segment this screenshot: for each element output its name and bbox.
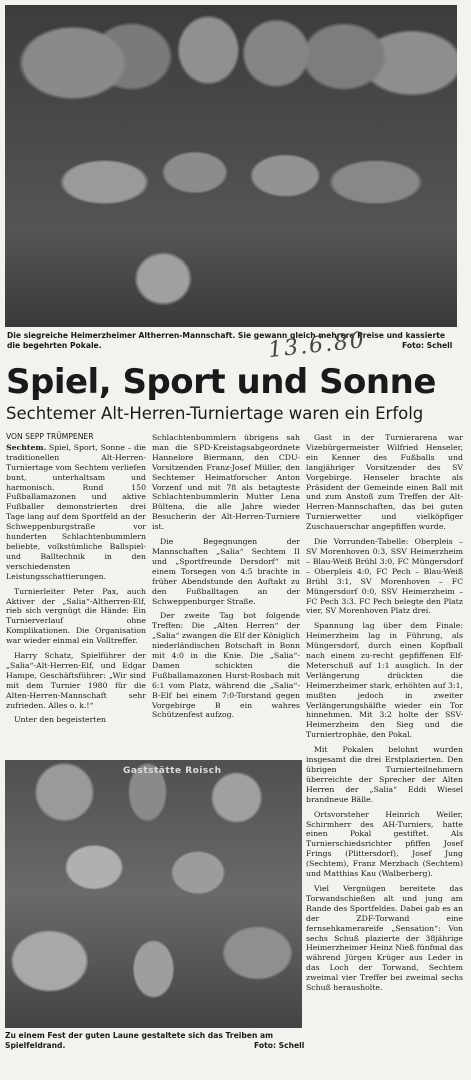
paragraph: Gast in der Turnierarena war Vizebürgermeister Wilfried Henseler, ein Kenner des Fußballs und langjähriger Vorsitzender des SV Vorgebirge. Henseler brachte als Präsident der Gemeinde einen Ball mit und zum Anstoß zum Treffen der Alt-Herren-Mannschaften, das bei guten Turnierwetter und vielköpfiger Zuschauerschar angepfiffen wurde. bbox=[306, 433, 463, 532]
paragraph-text: Spiel, Sport, Sonne – die traditionellen Alt-Herren-Turniertage vom Sechtem verliefen bunt, unterhaltsam und harmonisch. Rund 150 Fußballamazonen und aktive Fußballer demonstrierten drei Tage lang auf dem Sportfeld an der Schweppenburgstraße vor hunderten Schlachtenbummlern beliebte, volkstümliche Ballspiel- und Balltechnik in den verschiedensten Leistungsschattierungen. bbox=[6, 442, 147, 581]
dateline: Sechtem. bbox=[6, 442, 47, 452]
headline: Spiel, Sport und Sonne bbox=[6, 362, 436, 402]
paragraph bbox=[6, 443, 146, 582]
article-column-3 bbox=[306, 433, 463, 998]
paragraph: Spannung lag über dem Finale: Heimerzheim lag in Führung, als Müngersdorf, durch einen Kopfball nach einem zu-recht gepfiffenen Elf-Meterschuß auf 1:1 ausglich. In der Verlängerung drückten die Heimerzheimer stark, erhöhten auf 3:1, mußten jedoch in zweiter Verlängerungshälfte wieder ein Tor hinnehmen. Mit 3:2 holte der SSV-Heimerzheim den Sieg und die Turniertrophäe, den Pokal. bbox=[306, 621, 463, 740]
paragraph: Harry Schatz, Spielführer der „Salia“-Alt-Herren-Elf, und Edgar Hampe, Geschäftsführer: „Wir sind mit dem Turnier 1980 für die Alten-Herren-Mannschaft sehr zufrieden. Alles o. k.!“ bbox=[6, 651, 146, 710]
top-photo-credit: Foto: Schell bbox=[402, 341, 453, 350]
paragraph: Ortsvorsteher Heinrich Weiler, Schirmherr des AH-Turniers, hatte einen Pokal gestiftet. Als Turnierschiedsrichter pfiffen Josef Frings (Plittersdorf), Josef Jung (Sechtem), Franz Merzbach (Sechtem) und Matthias Kau (Walberberg). bbox=[306, 809, 463, 879]
byline: VON SEPP TRÜMPENER bbox=[6, 432, 94, 441]
paragraph: Die Begegnungen der Mannschaften „Salia“ Sechtem II und „Sportfreunde Dersdorf“ mit einem Torsegen von 4:5 brachte in früher Abendstunde den Auftakt zu den Fußballtagen an der Schweppenburger Straße. bbox=[152, 537, 300, 606]
team-photo bbox=[5, 5, 457, 327]
bottom-photo-credit: Foto: Schell bbox=[254, 1041, 305, 1050]
article-column-1 bbox=[6, 432, 146, 730]
top-photo-caption: Die siegreiche Heimerzheimer Altherren-Mannschaft. Sie gewann gleich mehrere Preise und kassierte die begehrten Pokale. bbox=[7, 331, 445, 350]
bottom-photo-caption: Zu einem Fest der guten Laune gestaltete sich das Treiben am Spielfeldrand. bbox=[5, 1031, 274, 1050]
handwritten-date: 13.6.80 bbox=[266, 327, 368, 364]
paragraph: Schlachtenbummlern übrigens sah man die SPD-Kreistagsabgeordnete Hannelore Biermann, den CDU-Vorsitzenden Franz-Josef Müller, den Sechtemer Heimatforscher Anton Vorzenf und mit 78 als betagteste Schlachtenbummlerin Mutter Lena Bültena, die alle Jahre wieder Besucherin der Alt-Herren-Turniere ist. bbox=[152, 433, 300, 532]
crowd-photo bbox=[5, 760, 302, 1028]
article-column-2 bbox=[152, 433, 300, 725]
paragraph: Die Vorrunden-Tabelle: Oberpleis – SV Morenhoven 0:3, SSV Heimerzheim – Blau-Weiß Brühl 3:0, FC Müngersdorf – Oberpleis 4:0, FC Pech – Blau-Weiß Brühl 3:1, SV Morenhoven – FC Müngersdorf 0:0, SSV Heimerzheim – FC Pech 3:3. FC Pech belegte den Platz vier, SV Morenhoven Platz drei. bbox=[306, 537, 463, 616]
paragraph: Unter den begeisterten bbox=[14, 715, 107, 725]
paragraph: Turnierleiter Peter Pax, auch Aktiver der „Salia“-Altherren-Elf, rieb sich vergnügt die Hände: Ein Turnierverlauf ohne Komplikationen. Die Organisation war wieder einmal ein Volltreffer. bbox=[6, 586, 146, 646]
paragraph: Der zweite Tag bot folgende Treffen: Die „Alten Herren“ der „Salia“ zwangen die Elf der Königlich niederländischen Botschaft in Bonn mit 4:0 in die Knie. Die „Salia“-Damen schickten die Fußballamazonen Hurst-Rosbach mit 6:1 vom Platz, während die „Salia“-B-Elf bei einem 7:0-Torstand gegen Vorgebirge B ein wahres Schützenfest aufzog. bbox=[152, 611, 300, 720]
restaurant-banner: Gaststätte Roisch bbox=[123, 766, 222, 776]
paragraph: Mit Pokalen belohnt wurden insgesamt die drei Erstplazierten. Den übrigen Turnierteilnehmern überreichte der Sprecher der Alten Herren der „Salia“ Eddi Wiesel brandneue Bälle. bbox=[306, 745, 463, 804]
paragraph: Viel Vergnügen bereitete das Torwandschießen alt und jung am Rande des Sportfeldes. Dabei gab es an der ZDF-Torwand eine fernsehkamerareife „Sensation“: Von sechs Schuß plazierte der 38jährige Heimerzheimer Heinz Nieß fünfmal das während Jürgen Krüger aus Leder in das Loch der Torwand, Sechtem zweimal vier Treffer bei zweimal sechs Schuß herausholte. bbox=[306, 883, 463, 993]
subheadline: Sechtemer Alt-Herren-Turniertage waren ein Erfolg bbox=[6, 404, 424, 423]
